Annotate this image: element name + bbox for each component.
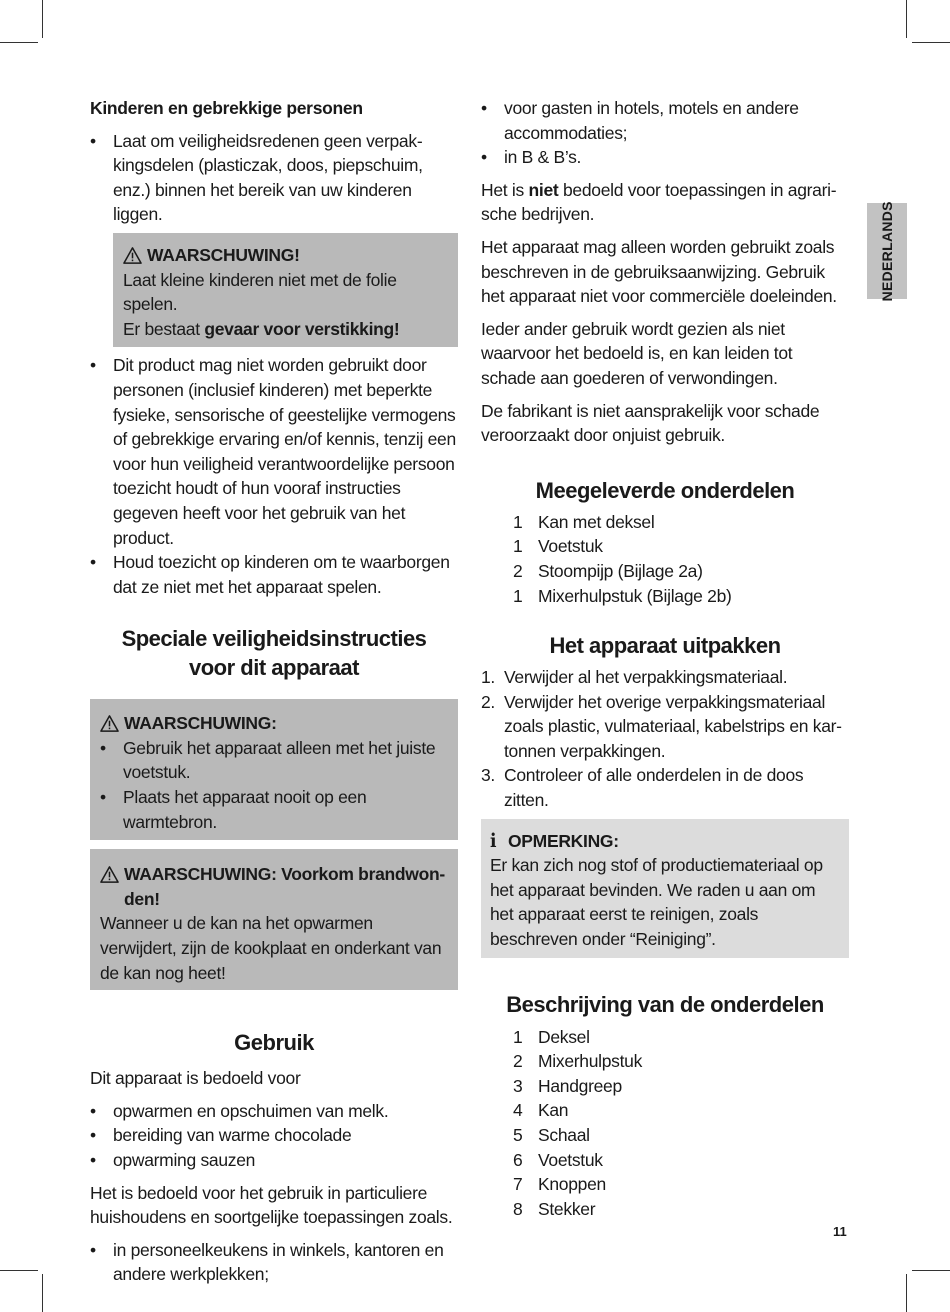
warning-triangle-icon [100, 714, 119, 733]
list-item: • opwarmen en opschuimen van melk. [90, 1099, 458, 1124]
note-title: i OPMERKING: [490, 829, 619, 852]
paragraph: De fabrikant is niet aansprakelijk voor schade veroorzaakt door onjuist gebruik. [481, 400, 820, 446]
list-item: • Plaats het apparaat nooit op een warmtebron. [100, 785, 448, 834]
list-item: 5 Schaal [513, 1125, 590, 1145]
usage-intro: Dit apparaat is bedoeld voor [90, 1068, 301, 1089]
page-number: 11 [833, 1224, 847, 1239]
language-tab-label: NEDERLANDS [878, 200, 895, 302]
section-heading-special: Speciale veiligheidsinstructies voor dit apparaat [121, 626, 427, 681]
warning-text: Er bestaat gevaar voor verstikking! [123, 318, 400, 339]
crop-mark [42, 0, 43, 38]
usage-bullets [481, 96, 849, 170]
list-item: • Dit product mag niet worden gebruikt door personen (inclusief kinderen) met beperkte fysieke, sensorische of geestelijke vermogens of gebrekkige ervaring en/of kennis, tenzij een voor hun veiligheid verantwoordelijke persoon toezicht houdt of hun vooraf instructies gegeven heeft voor het gebruik van het product. [90, 353, 458, 550]
crop-mark [42, 1274, 43, 1312]
paragraph: Ieder ander gebruik wordt gezien als niet waarvoor het bedoeld is, en kan leiden tot schade aan goederen of verwondingen. [481, 318, 793, 388]
warning-triangle-icon [123, 246, 142, 265]
warning-box [90, 849, 458, 990]
crop-mark [906, 1274, 907, 1312]
list-item: 4 Kan [513, 1100, 569, 1121]
list-item: 6 Voetstuk [513, 1149, 603, 1170]
warning-text: Laat kleine kinderen niet met de folie spelen. [123, 269, 397, 315]
list-item: 1 Voetstuk [513, 536, 603, 557]
info-icon: i [490, 829, 497, 852]
paragraph: Het apparaat mag alleen worden gebruikt zoals beschreven in de gebruiksaanwijzing. Gebruik het apparaat niet voor commerciële doeleinden. [481, 236, 837, 307]
usage-text: Het is bedoeld voor het gebruik in particuliere huishoudens en soortgelijke toepassingen zoals. [90, 1182, 453, 1228]
warning-title: WAARSCHUWING: Voorkom brandwonden! [100, 862, 448, 911]
not-intended-text: Het is niet bedoeld voor toepassingen in agrarische bedrijven. [481, 179, 837, 225]
warning-bullets [100, 736, 448, 834]
section-heading-unpack: Het apparaat uitpakken [549, 633, 781, 659]
list-item: 7 Knoppen [513, 1174, 606, 1195]
unpack-steps [481, 665, 849, 813]
list-item: • Laat om veiligheidsredenen geen verpakkingsdelen (plasticzak, doos, piepschuim, enz.) binnen het bereik van uw kinderen liggen. [90, 129, 458, 227]
kids-bullets [90, 353, 458, 599]
warning-box [90, 699, 458, 840]
list-item: 2 Stoompijp (Bijlage 2a) [513, 560, 703, 581]
list-item: • bereiding van warme chocolade [90, 1123, 458, 1148]
list-item: 1. Verwijder al het verpakkingsmateriaal. [481, 667, 788, 688]
list-item: 1 Mixerhulpstuk (Bijlage 2b) [513, 585, 732, 606]
list-item: • voor gasten in hotels, motels en andere accommodaties; [481, 96, 849, 145]
note-box [481, 819, 849, 958]
warning-title: WAARSCHUWING: [100, 711, 448, 736]
language-tab [867, 200, 907, 302]
list-item: 3 Handgreep [513, 1075, 622, 1096]
section-heading-supplied: Meegeleverde onderdelen [535, 477, 795, 503]
crop-mark [0, 1270, 38, 1271]
kids-bullets [90, 129, 458, 227]
list-item: • in B & B’s. [481, 145, 849, 170]
list-item: 1 Kan met deksel [513, 511, 655, 532]
usage-bullets [90, 1099, 458, 1173]
list-item: • Houd toezicht op kinderen om te waarborgen dat ze niet met het apparaat spelen. [90, 550, 458, 599]
list-item: • opwarming sauzen [90, 1148, 458, 1173]
warning-text: Wanneer u de kan na het opwarmen verwijdert, zijn de kookplaat en onderkant van de kan nog heet! [100, 913, 442, 983]
section-heading-usage: Gebruik [234, 1030, 314, 1056]
list-item: 8 Stekker [513, 1198, 596, 1219]
list-item: 1 Deksel [513, 1026, 590, 1047]
list-item: 2 Mixerhulpstuk [513, 1051, 643, 1072]
usage-bullets [90, 1238, 458, 1287]
supplied-list [481, 510, 849, 608]
list-item: 2. Verwijder het overige verpakkingsmateriaal zoals plastic, vulmateriaal, kabelstrips en kartonnen verpakkingen. [481, 691, 842, 761]
left-column [90, 96, 458, 1287]
warning-triangle-icon [100, 865, 119, 884]
list-item: 3. Controleer of alle onderdelen in de doos zitten. [481, 765, 804, 811]
section-heading-parts: Beschrijving van de onderdelen [506, 991, 824, 1017]
crop-mark [912, 42, 950, 43]
warning-title: WAARSCHUWING! [123, 243, 448, 268]
crop-mark [906, 0, 907, 38]
note-text: Er kan zich nog stof of productiemateriaal op het apparaat bevinden. We raden u aan om het apparaat eerst te reinigen, zoals beschreven onder “Reiniging”. [490, 855, 823, 950]
kids-heading: Kinderen en gebrekkige personen [90, 98, 363, 118]
crop-mark [0, 42, 38, 43]
crop-mark [912, 1270, 950, 1271]
warning-box [113, 233, 458, 347]
parts-list [481, 1025, 849, 1222]
right-column [481, 96, 849, 1221]
list-item: • Gebruik het apparaat alleen met het juiste voetstuk. [100, 736, 448, 785]
list-item: • in personeelkeukens in winkels, kantoren en andere werkplekken; [90, 1238, 458, 1287]
